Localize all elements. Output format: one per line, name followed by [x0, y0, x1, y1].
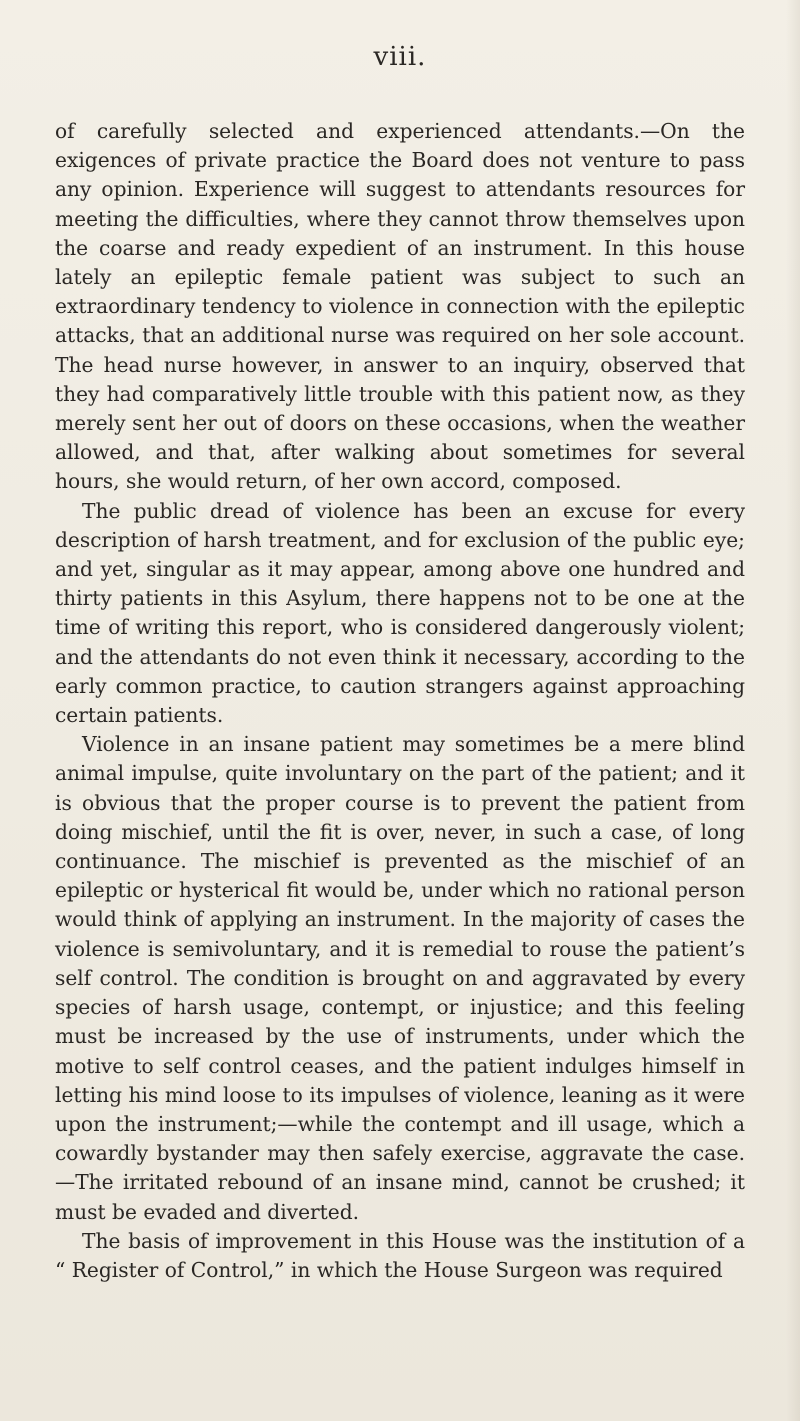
page-number: viii. — [373, 42, 427, 72]
paragraph-continuation: of carefully selected and experienced attendants.—On the exigences of private practice the Board does not venture to pass any opinion. Experience will suggest to attendants resources for meeting the difficulties, where they cannot throw themselves upon the coarse and ready expedient of an instrument. In this house lately an epileptic female patient was subject to such an extraordinary tendency to violence in connection with the epileptic attacks, that an additional nurse was required on her sole account. The head nurse however, in answer to an inquiry, observed that they had comparatively little trouble with this patient now, as they merely sent her out of doors on these occasions, when the weather allowed, and that, after walking about sometimes for several hours, she would return, of her own accord, composed. — [55, 119, 745, 494]
paragraph-violence: Violence in an insane patient may sometimes be a mere blind animal impulse, quite involuntary on the part of the patient; and it is obvious that the proper course is to prevent the patient from doing mischief, until the fit is over, never, in such a case, of long continuance. The mischief is prevented as the mischief of an epileptic or hysterical fit would be, under which no rational person would think of applying an instrument. In the majority of cases the violence is semivoluntary, and it is remedial to rouse the patient’s self control. The condition is brought on and aggravated by every species of harsh usage, contempt, or injustice; and this feeling must be increased by the use of instruments, under which the motive to self control ceases, and the patient indulges himself in letting his mind loose to its impulses of violence, leaning as it were upon the instrument;—while the contempt and ill usage, which a cowardly bystander may then safely exercise, aggravate the case.—The irritated rebound of an insane mind, cannot be crushed; it must be evaded and diverted. — [55, 732, 745, 1224]
page-edge-shadow — [786, 0, 800, 1421]
paragraph-public-dread: The public dread of violence has been an excuse for every description of harsh treatment, and for exclusion of the public eye; and yet, singular as it may appear, among above one hundred and thirty patients in this Asylum, there happens not to be one at the time of writing this report, who is considered dangerously violent; and the attendants do not even think it necessary, according to the early common practice, to caution strangers against approaching certain patients. — [55, 498, 745, 728]
paragraph-register-of-control: The basis of improvement in this House was the institution of a “ Register of Control,” in which the House Surgeon was required — [55, 1228, 745, 1282]
body-text — [55, 117, 745, 1285]
